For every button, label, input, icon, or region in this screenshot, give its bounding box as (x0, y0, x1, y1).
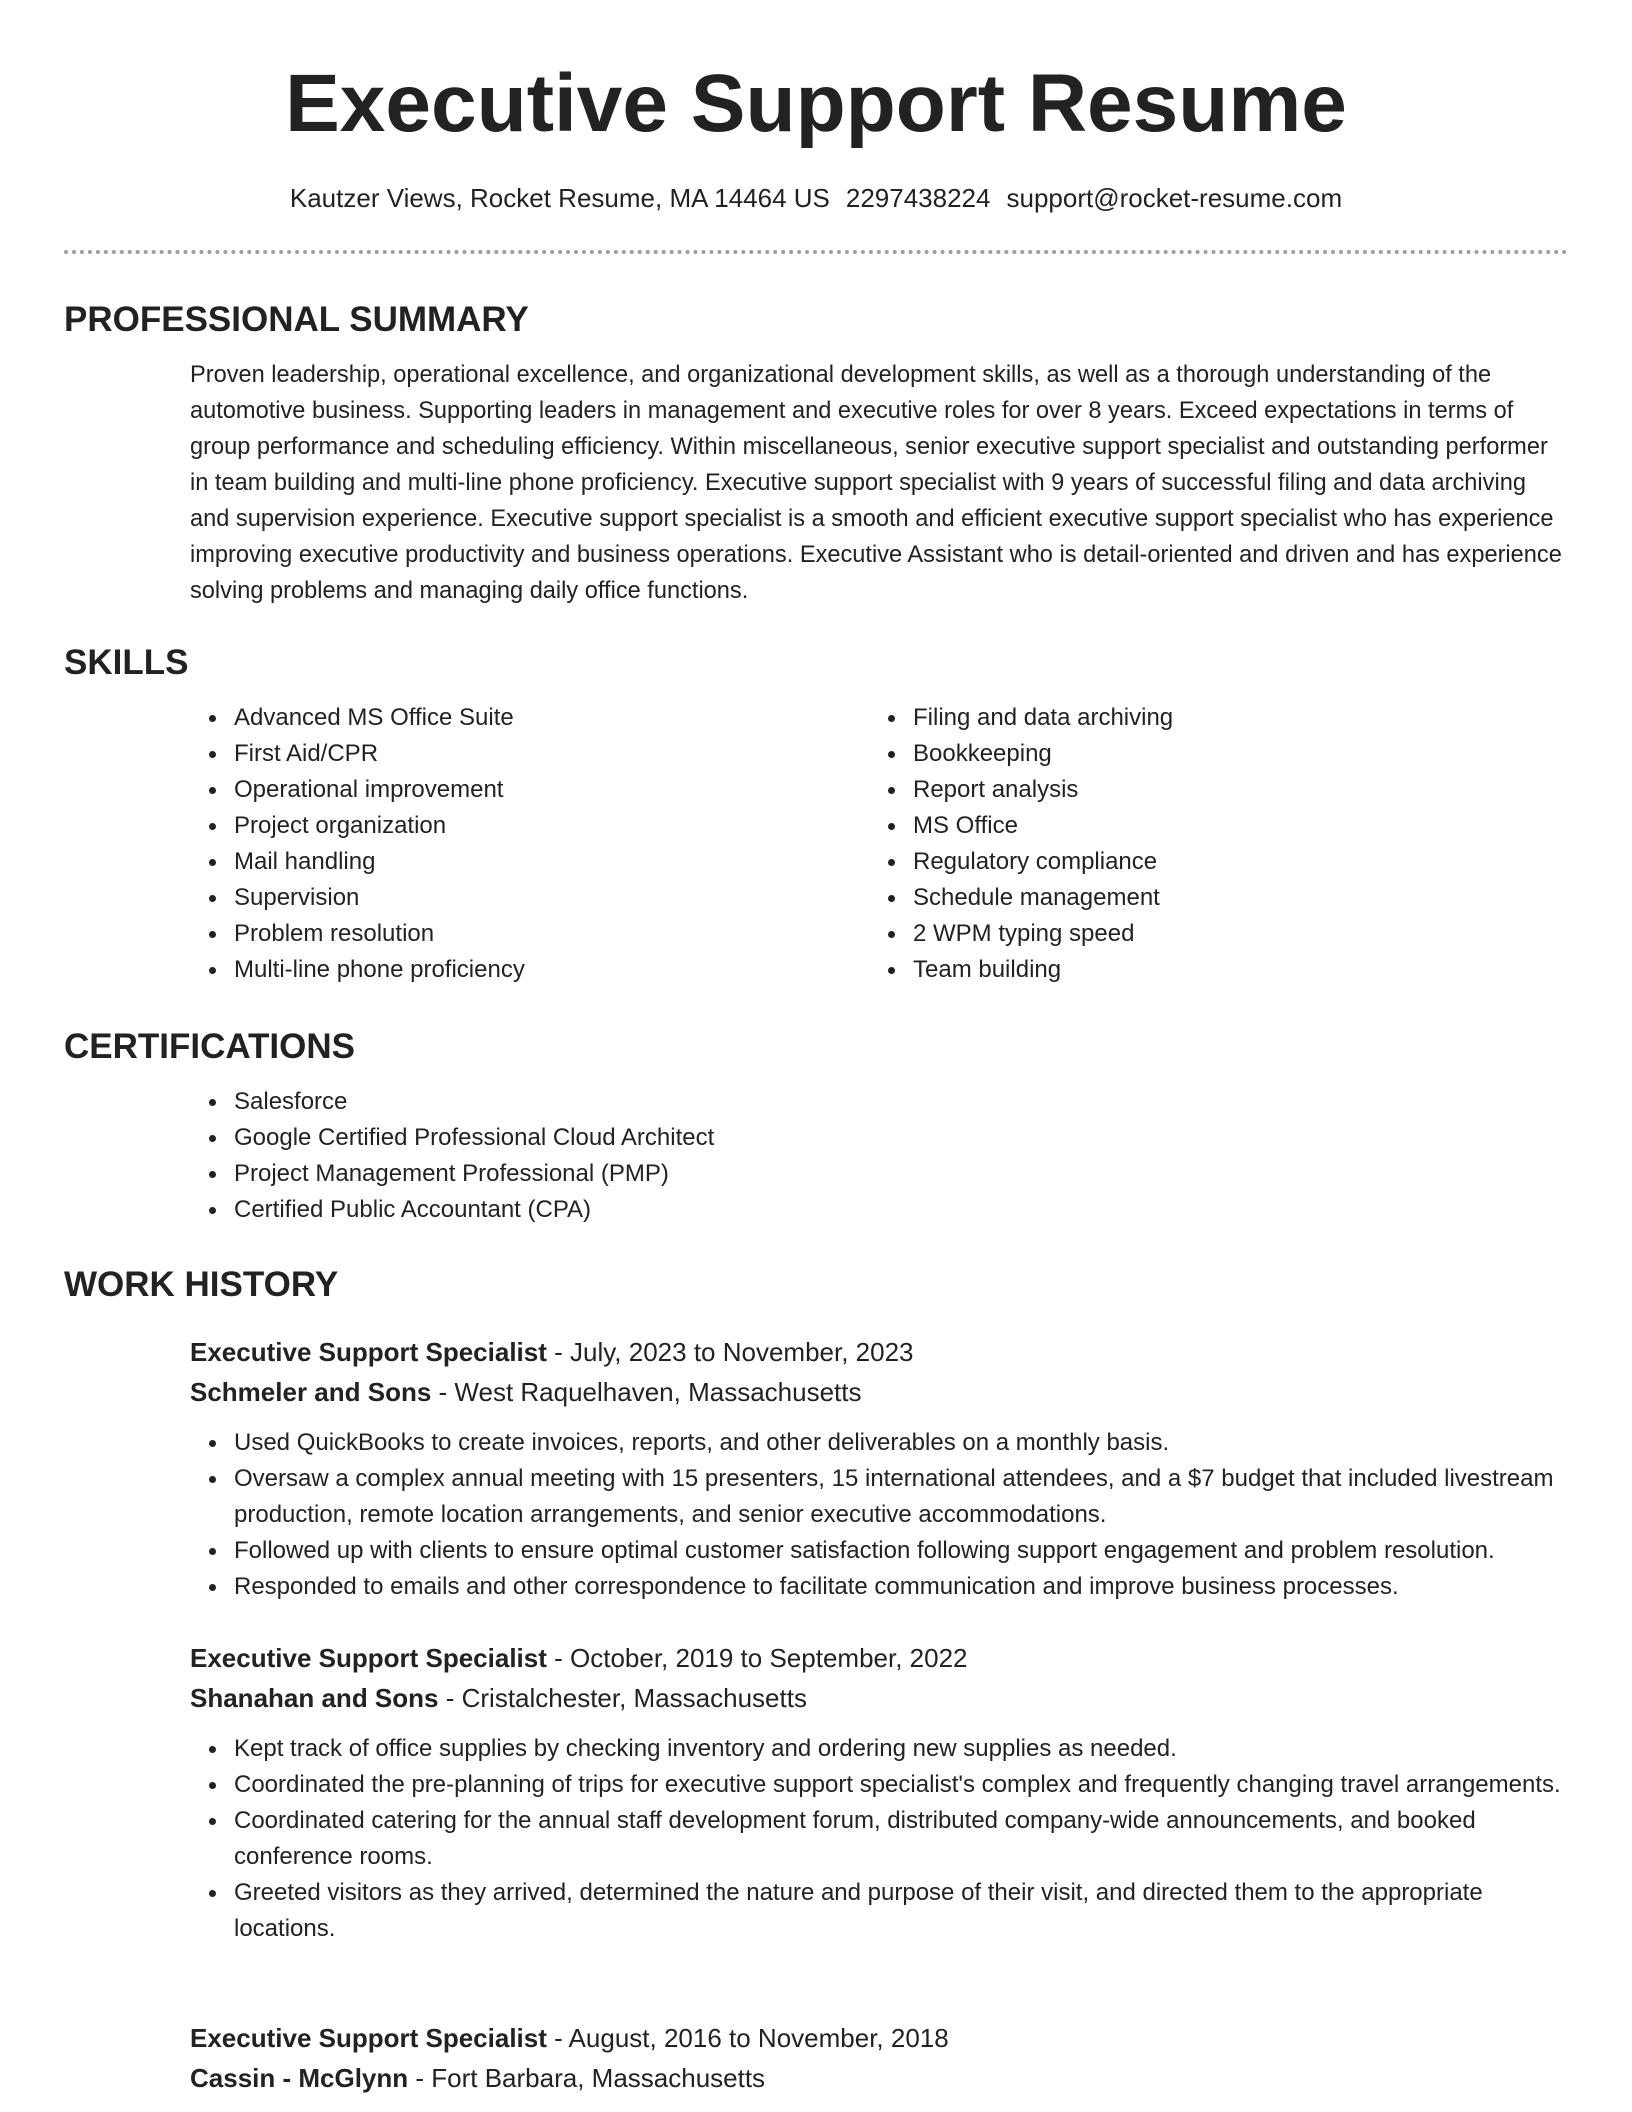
job-bullet: Used QuickBooks to create invoices, reports, and other deliverables on a monthly basis. (234, 1425, 1568, 1461)
summary-section (64, 297, 1568, 609)
job-location: - Fort Barbara, Massachusetts (408, 2063, 766, 2093)
skills-heading: SKILLS (64, 643, 189, 682)
resume-title: Executive Support Resume (285, 58, 1347, 149)
job-dates: - August, 2016 to November, 2018 (546, 2023, 949, 2053)
job-bullet: Greeted visitors as they arrived, determined the nature and purpose of their visit, and directed them to the appropriate locations. (234, 1875, 1568, 1947)
skill-item: Filing and data archiving (913, 700, 1423, 736)
certifications-section (64, 1024, 1568, 1228)
job-title-line (190, 1638, 1568, 1678)
skills-section (64, 640, 1568, 988)
job-title: Executive Support Specialist (190, 2023, 547, 2053)
job-entry (64, 1332, 1568, 1605)
skill-item: First Aid/CPR (234, 736, 744, 772)
job-company: Cassin - McGlynn (190, 2063, 409, 2093)
header-divider (64, 250, 1568, 254)
job-location: - Cristalchester, Massachusetts (438, 1683, 807, 1713)
job-body (190, 1638, 1568, 1947)
contact-email[interactable]: support@rocket-resume.com (1006, 183, 1343, 213)
job-bullets (190, 1731, 1568, 1947)
job-title-line (190, 1332, 1568, 1372)
job-location: - West Raquelhaven, Massachusetts (431, 1377, 862, 1407)
job-entry (64, 1638, 1568, 1947)
skills-columns (64, 700, 1568, 988)
job-bullet: Oversaw a complex annual meeting with 15 presenters, 15 international attendees, and a $7 budget that included livestream production, remote location arrangements, and senior executive accommodations. (234, 1461, 1568, 1533)
job-company: Shanahan and Sons (190, 1683, 439, 1713)
job-company-line (190, 1372, 1568, 1412)
skill-item: Bookkeeping (913, 736, 1423, 772)
skill-item: MS Office (913, 808, 1423, 844)
skill-item: Report analysis (913, 772, 1423, 808)
job-bullets (190, 1425, 1568, 1605)
certification-item: Project Management Professional (PMP) (234, 1156, 1568, 1192)
skill-item: Supervision (234, 880, 744, 916)
job-company: Schmeler and Sons (190, 1377, 432, 1407)
job-body (190, 1332, 1568, 1605)
job-bullet: Kept track of office supplies by checking inventory and ordering new supplies as needed. (234, 1731, 1568, 1767)
job-title-line (190, 2018, 1568, 2058)
job-bullet: Coordinated the pre-planning of trips for executive support specialist's complex and frequently changing travel arrangements. (234, 1767, 1568, 1803)
work-history-heading: WORK HISTORY (64, 1265, 339, 1304)
certifications-list (64, 1084, 1568, 1228)
skills-list-right (744, 700, 1423, 988)
job-company-line (190, 2058, 1568, 2098)
skill-item: Regulatory compliance (913, 844, 1423, 880)
skill-item: Project organization (234, 808, 744, 844)
skill-item: 2 WPM typing speed (913, 916, 1423, 952)
job-bullet: Coordinated catering for the annual staff development forum, distributed company-wide announcements, and booked conference rooms. (234, 1803, 1568, 1875)
job-title: Executive Support Specialist (190, 1337, 547, 1367)
work-history-section (64, 1262, 1568, 1308)
job-company-line (190, 1678, 1568, 1718)
job-bullet: Responded to emails and other correspondence to facilitate communication and improve business processes. (234, 1569, 1568, 1605)
certification-item: Certified Public Accountant (CPA) (234, 1192, 1568, 1228)
skill-item: Team building (913, 952, 1423, 988)
job-bullet: Followed up with clients to ensure optimal customer satisfaction following support engagement and problem resolution. (234, 1533, 1568, 1569)
contact-line (0, 180, 1632, 216)
summary-text: Proven leadership, operational excellence, and organizational development skills, as well as a thorough understanding of the automotive business. Supporting leaders in management and executive roles for over 8 years. Exceed expectations in terms of group performance and scheduling efficiency. Within miscellaneous, senior executive support specialist and outstanding performer in team building and multi-line phone proficiency. Executive support specialist with 9 years of successful filing and data archiving and supervision experience. Executive support specialist is a smooth and efficient executive support specialist who has experience improving executive productivity and business operations. Executive Assistant who is detail-oriented and driven and has experience solving problems and managing daily office functions. (190, 362, 1562, 604)
certifications-heading: CERTIFICATIONS (64, 1027, 356, 1066)
job-title: Executive Support Specialist (190, 1643, 547, 1673)
skills-list-left (64, 700, 744, 988)
skill-item: Schedule management (913, 880, 1423, 916)
skill-item: Problem resolution (234, 916, 744, 952)
summary-heading: PROFESSIONAL SUMMARY (64, 300, 529, 339)
contact-phone: 2297438224 (845, 183, 991, 213)
job-entry (64, 2018, 1568, 2098)
skill-item: Multi-line phone proficiency (234, 952, 744, 988)
skill-item: Advanced MS Office Suite (234, 700, 744, 736)
job-dates: - October, 2019 to September, 2022 (546, 1643, 968, 1673)
job-body (190, 2018, 1568, 2098)
certification-item: Salesforce (234, 1084, 1568, 1120)
skill-item: Operational improvement (234, 772, 744, 808)
contact-address: Kautzer Views, Rocket Resume, MA 14464 US (289, 183, 830, 213)
skill-item: Mail handling (234, 844, 744, 880)
job-dates: - July, 2023 to November, 2023 (546, 1337, 914, 1367)
certification-item: Google Certified Professional Cloud Architect (234, 1120, 1568, 1156)
